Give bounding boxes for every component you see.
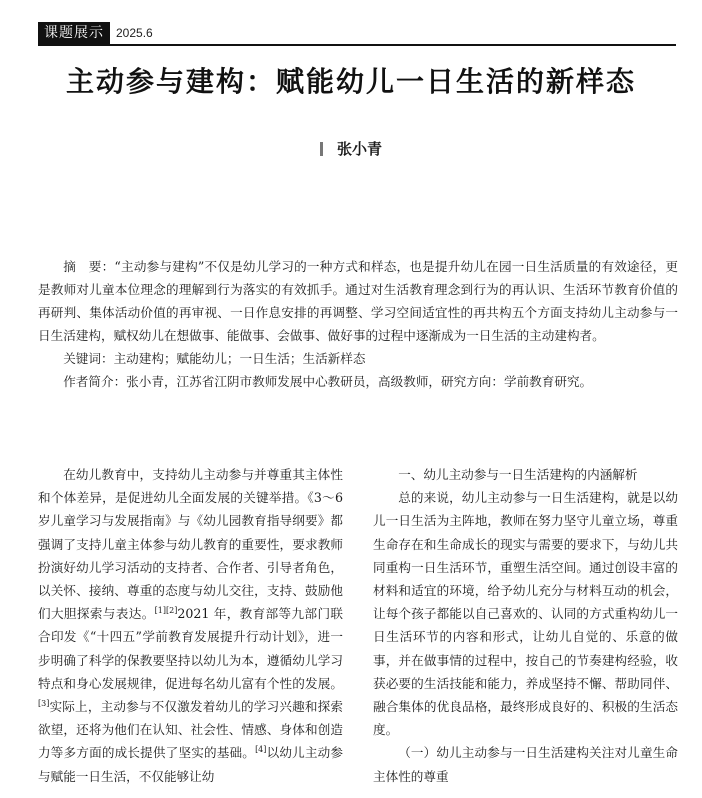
abstract-text: “主动参与建构”不仅是幼儿学习的一种方式和样态，也是提升幼儿在园一日生活质量的有效途径，更是教师对儿童本位理念的理解到行为落实的有效抓手。通过对生活教育理念到行为的再认识、生活环节教育价值的再研判、集体活动价值的再审视、一日作息安排的再调整、学习空间适宜性的再共构五个方面支持幼儿主动参与一日生活建构，赋权幼儿在想做事、能做事、会做事、做好事的过程中逐渐成为一日生活的主动建构者。	[38, 259, 678, 343]
intro-paragraph	[38, 463, 343, 788]
abstract-block	[38, 255, 678, 393]
citation-4: [4]	[255, 745, 267, 755]
section-heading-1: 一、幼儿主动参与一日生活建构的内涵解析	[398, 467, 638, 482]
header-rule	[38, 44, 676, 46]
article-title: 主动参与建构：赋能幼儿一日生活的新样态	[65, 65, 636, 98]
intro-text-2: 2021 年，教育部等九部门联合印发《“十四五”学前教育发展提升行动计划》，进一步明确了科学的保教要坚持以幼儿为本，遵循幼儿学习特点和身心发展规律，促进每名幼儿富有个性的发展。	[38, 606, 343, 691]
keywords-paragraph	[38, 347, 678, 370]
citation-3: [3]	[38, 699, 50, 709]
column-label: 课题展示	[38, 22, 110, 44]
page-header	[38, 22, 153, 44]
issue-number: 2025.6	[116, 26, 153, 40]
citation-1-2: [1][2]	[154, 606, 178, 616]
bio-label: 作者简介：	[63, 374, 127, 389]
author-marker	[320, 142, 323, 156]
abstract-paragraph	[38, 255, 678, 347]
right-column	[373, 463, 678, 788]
intro-text-1: 在幼儿教育中，支持幼儿主动参与并尊重其主体性和个体差异，是促进幼儿全面发展的关键举措。《3～6 岁儿童学习与发展指南》与《幼儿园教育指导纲要》都强调了支持儿童主体参与幼儿教育的重要性，要求教师扮演好幼儿学习活动的支持者、合作者、引导者角色，以关怀、接纳、尊重的态度与幼儿交往，支持、鼓励他们大胆探索与表达。	[38, 467, 343, 622]
intro-text-3: 实际上，主动参与不仅激发着幼儿的学习兴趣和探索欲望，还将为他们在认知、社会性、情感、身体和创造力等多方面的成长提供了坚实的基础。	[38, 699, 343, 761]
left-column	[38, 463, 343, 788]
bio-text: 张小青，江苏省江阴市教师发展中心教研员，高级教师，研究方向：学前教育研究。	[126, 374, 593, 389]
subsection-heading-1: （一）幼儿主动参与一日生活建构关注对儿童生命主体性的尊重	[373, 745, 678, 784]
body-columns	[38, 463, 678, 788]
author-line	[0, 138, 702, 159]
keywords-label: 关键词：	[63, 351, 114, 366]
abstract-label: 摘 要：	[63, 259, 115, 274]
author-bio-paragraph	[38, 370, 678, 393]
author-name: 张小青	[336, 140, 382, 158]
keywords-text: 主动建构；赋能幼儿；一日生活；生活新样态	[113, 351, 366, 366]
intro-text-4: 以幼儿主动参与赋能一日生活，不仅能够让幼	[38, 745, 344, 784]
section-paragraph-1: 总的来说，幼儿主动参与一日生活建构，就是以幼儿一日生活为主阵地，教师在努力坚守儿童立场，尊重生命存在和生命成长的现实与需要的要求下，与幼儿共同重构一日生活环节，重塑生活空间。通过创设丰富的材料和适宜的环境，给予幼儿充分与材料互动的机会，让每个孩子都能以自己喜欢的、认同的方式重构幼儿一日生活环节的内容和形式，让幼儿自觉的、乐意的做事，并在做事情的过程中，按自己的节奏建构经验，收获必要的生活技能和能力，养成坚持不懈、帮助同伴、融合集体的优良品格，最终形成良好的、积极的生活态度。	[373, 490, 678, 738]
